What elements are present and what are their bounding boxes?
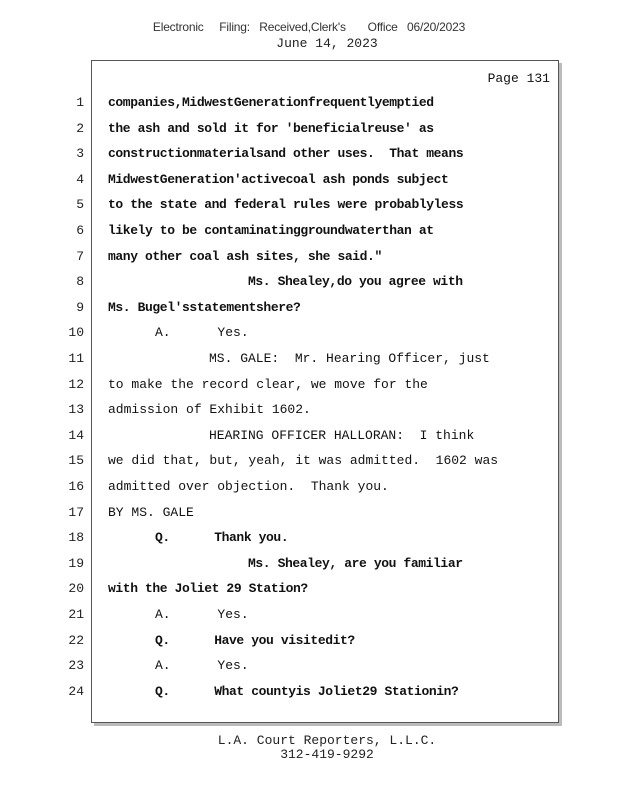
line-text: to make the record clear, we move for the [108, 376, 428, 392]
transcript-line [0, 453, 618, 478]
line-text: admitted over objection. Thank you. [108, 479, 389, 494]
line-text: admission of Exhibit 1602. [108, 402, 311, 418]
line-text: Ms. Shealey,do you agree with [248, 274, 463, 290]
line-number: 20 [68, 581, 84, 597]
line-number: 22 [68, 632, 84, 648]
line-text: the ash and sold it for 'beneficialreuse' as [108, 120, 434, 136]
transcript-line [0, 479, 618, 504]
footer-phone: 312-419-9292 [280, 747, 374, 762]
line-text: MS. GALE: Mr. Hearing Officer, just [209, 351, 490, 366]
line-text: many other coal ash sites, she said." [108, 248, 382, 264]
transcript-line [0, 684, 618, 709]
transcript-line [0, 505, 618, 530]
transcript-line [0, 607, 618, 632]
line-text: A. Yes. [155, 325, 249, 341]
transcript-line [0, 351, 618, 376]
line-text: A. Yes. [155, 658, 249, 674]
line-number: 18 [68, 530, 84, 546]
line-text: Ms. Shealey, are you familiar [248, 555, 463, 571]
line-text: A. Yes. [155, 607, 249, 622]
line-number: 21 [68, 607, 84, 622]
line-text: with the Joliet 29 Station? [108, 581, 308, 597]
line-number: 6 [76, 223, 84, 238]
line-number: 12 [68, 376, 84, 392]
transcript-line [0, 197, 618, 222]
line-number: 1 [76, 95, 84, 110]
line-number: 3 [76, 146, 84, 162]
line-number: 5 [76, 197, 84, 213]
line-text: constructionmaterialsand other uses. That means [108, 146, 464, 162]
line-text: Q. What countyis Joliet29 Stationin? [155, 683, 459, 699]
line-number: 2 [76, 120, 84, 136]
transcript-line [0, 300, 618, 325]
transcript-line [0, 146, 618, 171]
transcript-date: June 14, 2023 [276, 36, 378, 51]
line-number: 11 [68, 351, 84, 366]
line-number: 8 [76, 274, 84, 290]
transcript-line [0, 377, 618, 402]
transcript-line [0, 325, 618, 350]
line-text: Q. Thank you. [155, 530, 289, 546]
transcript-line [0, 633, 618, 658]
line-text: to the state and federal rules were probablyless [108, 197, 464, 213]
line-text: likely to be contaminatinggroundwaterthan at [108, 223, 434, 238]
transcript-line [0, 223, 618, 248]
line-text: MidwestGeneration'activecoal ash ponds subject [108, 171, 449, 187]
line-number: 23 [68, 658, 84, 674]
transcript-line [0, 530, 618, 555]
transcript-line [0, 274, 618, 299]
transcript-line [0, 581, 618, 606]
line-number: 17 [68, 504, 84, 520]
line-number: 10 [68, 325, 84, 341]
line-text: we did that, but, yeah, it was admitted. 1602 was [108, 453, 499, 469]
transcript-line [0, 95, 618, 120]
footer-company: L.A. Court Reporters, L.L.C. [217, 733, 437, 748]
line-number: 15 [68, 453, 84, 469]
transcript-line [0, 556, 618, 581]
filing-stamp: Electronic Filing: Received,Clerk's Office 06/20/2023 [152, 20, 466, 34]
line-text: Ms. Bugel'sstatementshere? [108, 299, 301, 315]
line-number: 13 [68, 402, 84, 418]
transcript-line [0, 658, 618, 683]
line-number: 24 [68, 683, 84, 699]
transcript-line [0, 249, 618, 274]
line-number: 4 [76, 171, 84, 187]
line-text: HEARING OFFICER HALLORAN: I think [209, 427, 475, 443]
line-number: 9 [76, 299, 84, 315]
line-text: companies,MidwestGenerationfrequentlyemptied [108, 95, 434, 110]
page-number: Page 131 [487, 71, 550, 86]
transcript-line [0, 402, 618, 427]
line-text: Q. Have you visitedit? [155, 632, 355, 648]
line-text: BY MS. GALE [108, 504, 194, 520]
line-number: 16 [68, 479, 84, 494]
line-number: 14 [68, 427, 84, 443]
line-number: 19 [68, 555, 84, 571]
transcript-line [0, 121, 618, 146]
line-number: 7 [76, 248, 84, 264]
transcript-line [0, 172, 618, 197]
transcript-line [0, 428, 618, 453]
